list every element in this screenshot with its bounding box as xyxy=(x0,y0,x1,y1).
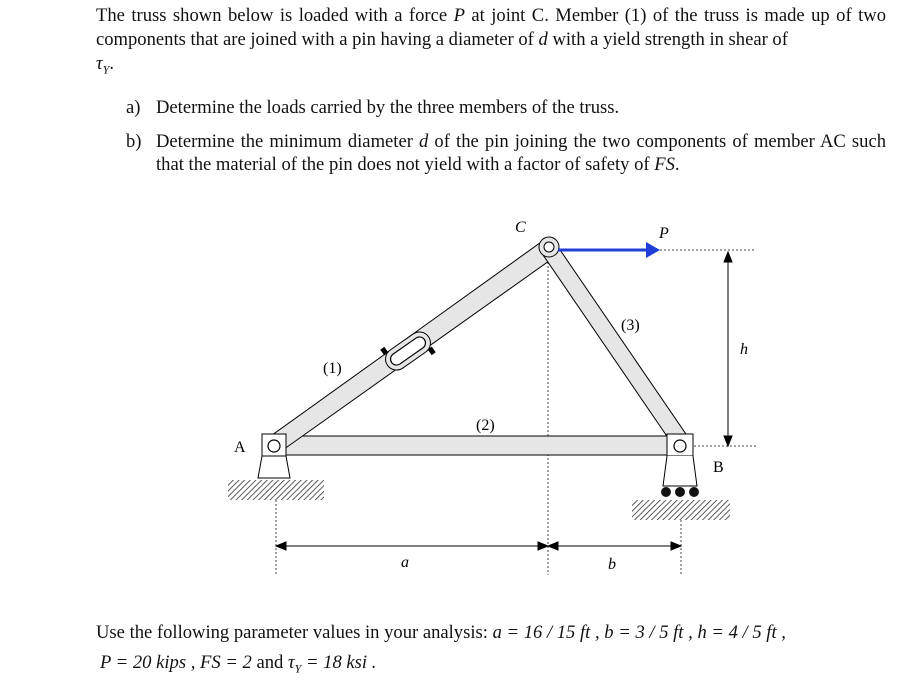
parameter-values xyxy=(96,618,896,684)
joint-label-b: B xyxy=(713,459,724,476)
param-h: h = 4 / 5 ft , xyxy=(697,622,786,643)
symbol-d: d xyxy=(538,29,548,50)
member-label-2: (2) xyxy=(476,417,495,434)
member-label-3: (3) xyxy=(621,317,640,334)
param-tau-value: = 18 ksi . xyxy=(301,652,377,673)
member-2 xyxy=(276,436,681,455)
param-a: a = 16 / 15 ft , xyxy=(492,622,600,643)
joint-label-c: C xyxy=(515,219,526,236)
dimension-h xyxy=(724,252,732,446)
reference-lines xyxy=(276,250,756,575)
param-b: b = 3 / 5 ft , xyxy=(604,622,693,643)
param-tau: τ xyxy=(287,652,295,673)
dimension-label-a: a xyxy=(401,554,409,571)
intro-text: with a yield strength in shear of xyxy=(547,29,788,50)
intro-text: The truss shown below is loaded with a force xyxy=(96,5,454,26)
ground-a xyxy=(228,480,324,500)
dimension-ab xyxy=(276,542,681,550)
part-text: Determine the minimum diameter d of the pin joining the two components of member AC such that the material of the pin does not yield with a factor of safety of FS. xyxy=(156,131,886,175)
param-P: P = 20 kips , xyxy=(100,652,196,673)
symbol-tau: τ xyxy=(96,53,103,74)
intro-text: . xyxy=(109,53,114,74)
member-label-1: (1) xyxy=(323,360,342,377)
dimension-label-b: b xyxy=(608,556,616,573)
footer-text: and xyxy=(256,652,284,673)
joint-label-a: A xyxy=(234,439,246,456)
param-tau-sub: Y xyxy=(294,661,302,676)
param-FS: FS = 2 xyxy=(200,652,252,673)
force-label-p: P xyxy=(659,225,669,242)
member-3 xyxy=(541,244,690,448)
part-text: Determine the loads carried by the three members of the truss. xyxy=(156,97,620,118)
symbol-P: P xyxy=(453,5,465,26)
intro-text: at joint C. Member (1) of the truss is made up of two components that are joined with a pin having a diameter of xyxy=(96,5,886,50)
force-arrow-p xyxy=(558,242,660,258)
joint-c-pin xyxy=(539,237,559,257)
symbol-tau-sub: Y xyxy=(102,62,110,77)
ground-b xyxy=(632,500,730,520)
footer-text: Use the following parameter values in your analysis: xyxy=(96,622,493,643)
part-label: a) xyxy=(126,97,141,118)
part-label: b) xyxy=(126,131,142,152)
dimension-label-h: h xyxy=(740,341,748,358)
